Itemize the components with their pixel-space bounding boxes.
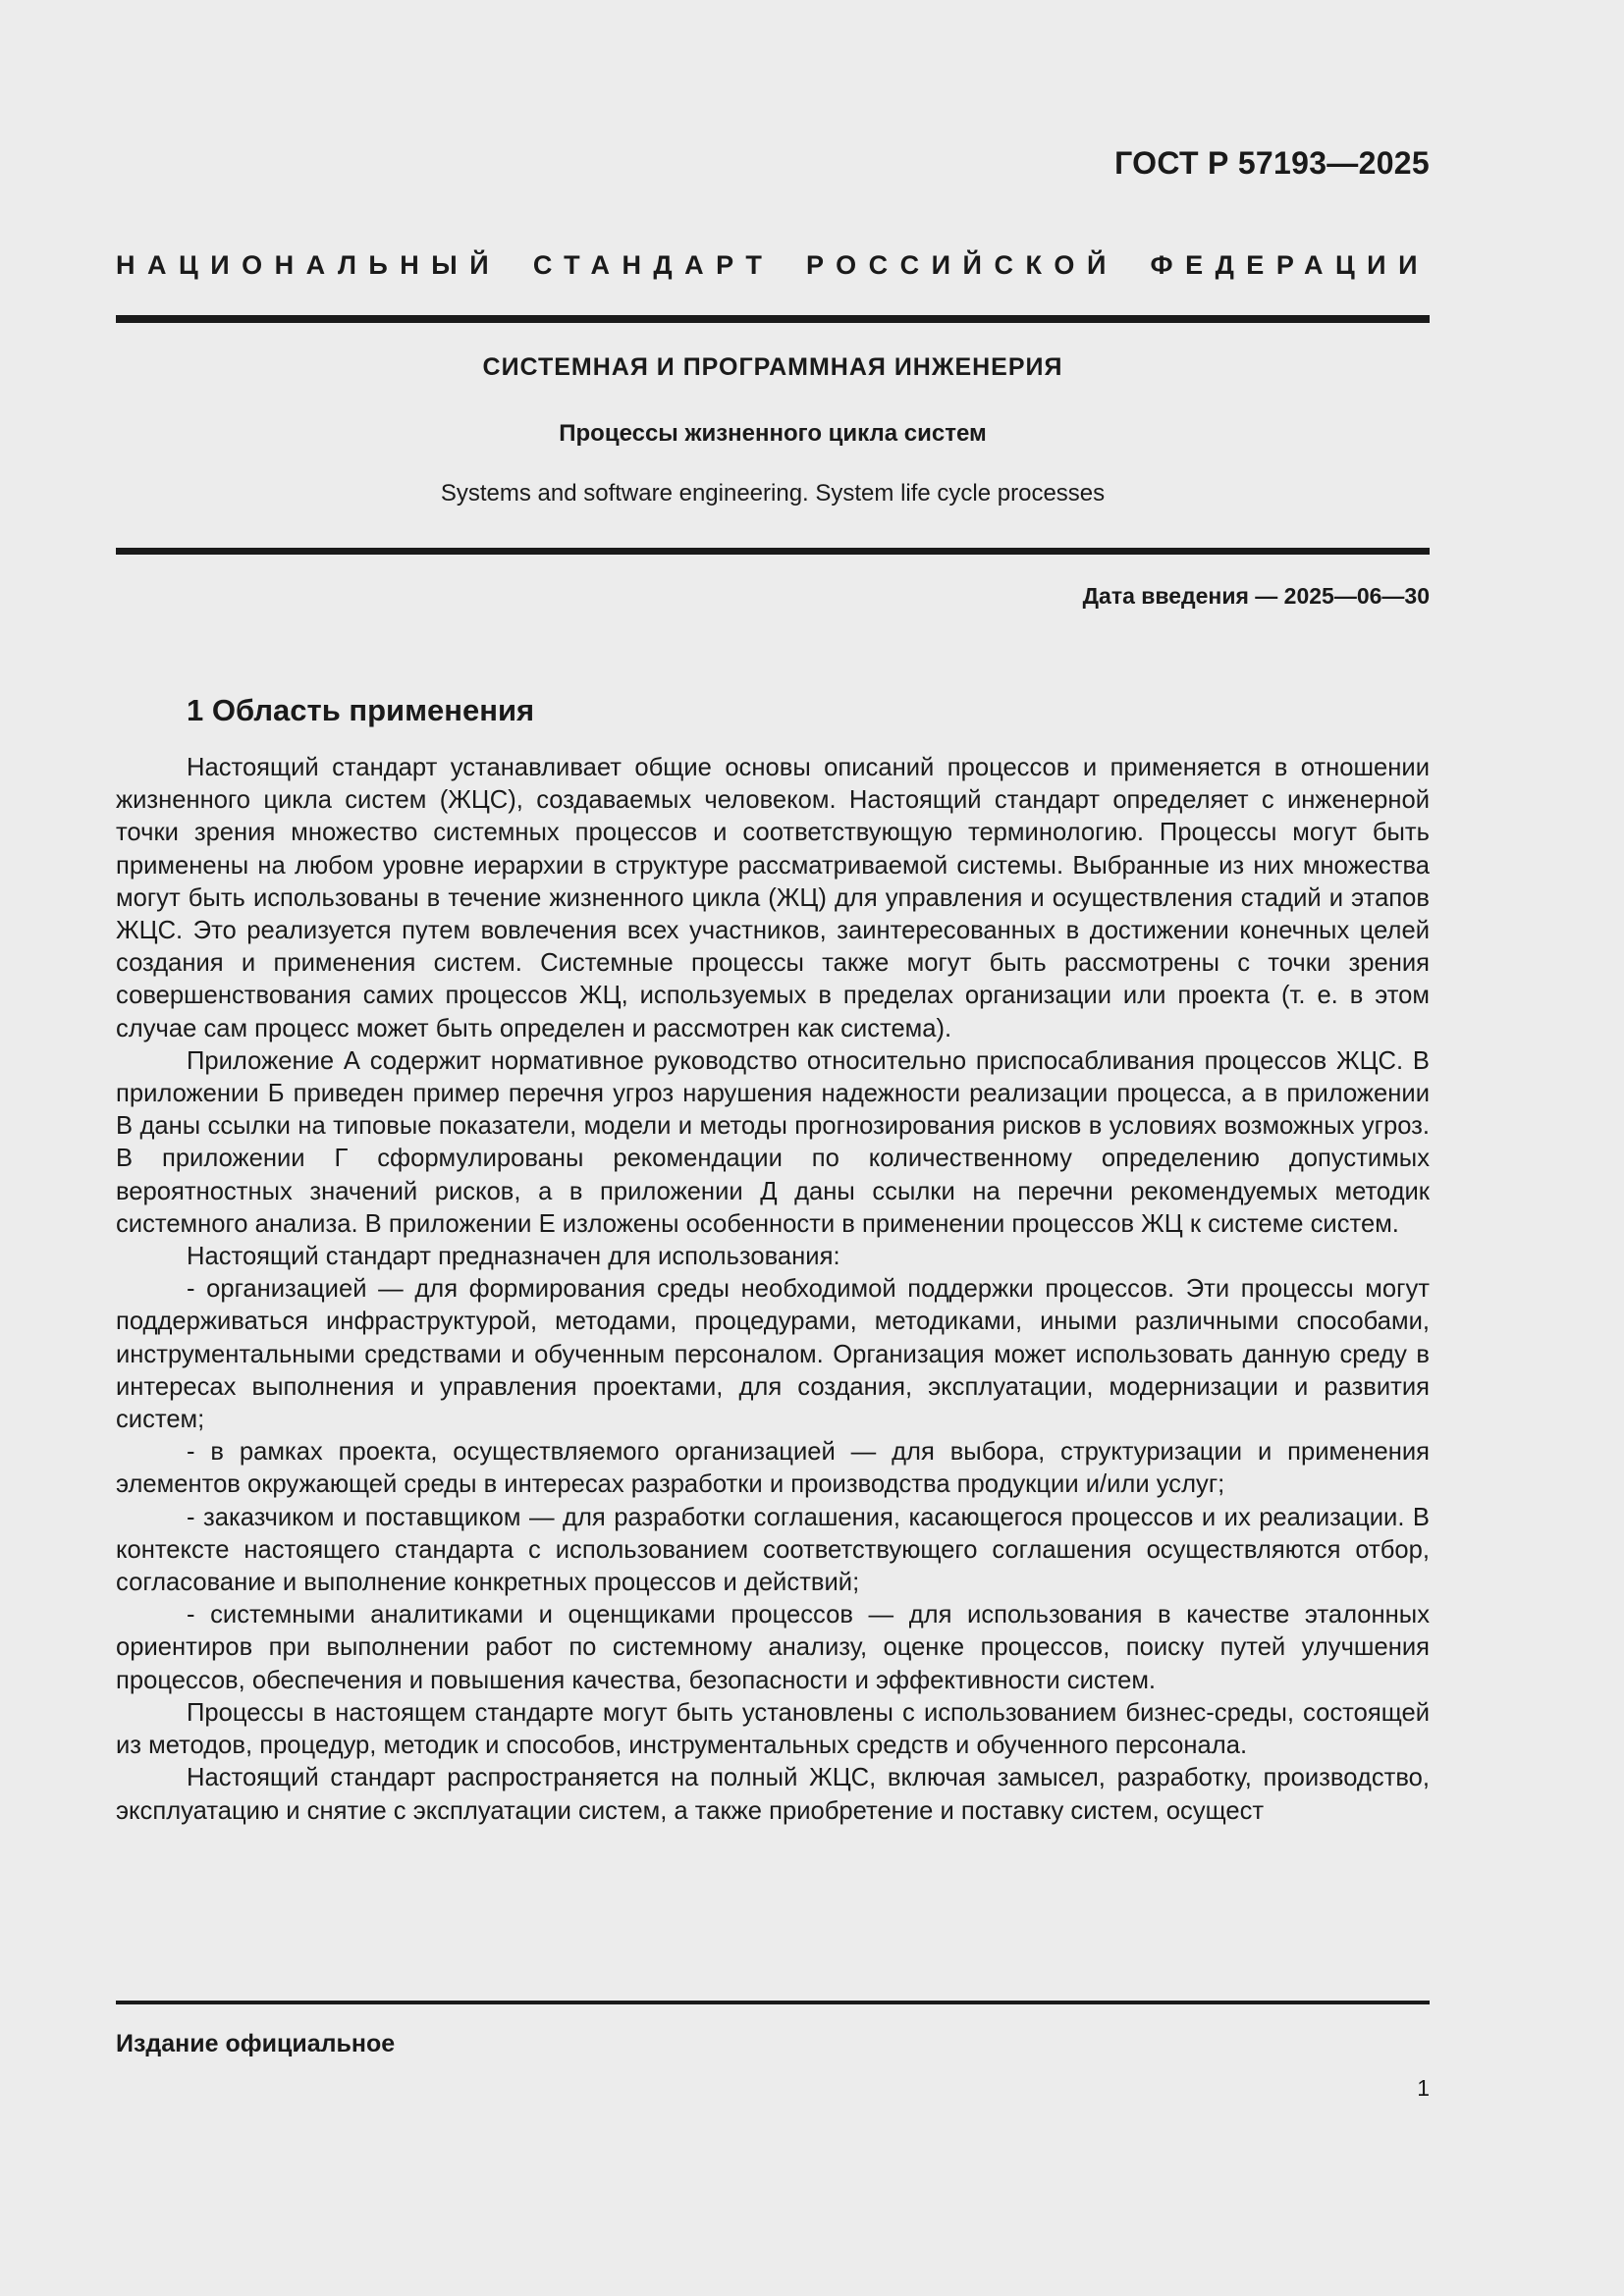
paragraph: Настоящий стандарт устанавливает общие основы описаний процессов и применяется в отношении жизненного цикла систем (ЖЦС), создаваемых человеком. Настоящий стандарт определяет с инженерной точки зрения множество системных процессов и соответствующую терминологию. Процессы могут быть применены на любом уровне иерархии в структуре рассматриваемой системы. Выбранные из них множества могут быть использованы в течение жизненного цикла (ЖЦ) для управления и осуществления стадий и этапов ЖЦС. Это реализуется путем вовлечения всех участников, заинтересованных в достижении конечных целей создания и применения систем. Системные процессы также могут быть рассмотрены с точки зрения совершенствования самих процессов ЖЦ, используемых в пределах организации или проекта (т. е. в этом случае сам процесс может быть определен и рассмотрен как система). (116, 754, 1430, 1042)
standard-number: ГОСТ Р 57193—2025 (1114, 145, 1430, 181)
document-title: СИСТЕМНАЯ И ПРОГРАММНАЯ ИНЖЕНЕРИЯ (482, 353, 1063, 381)
top-divider (116, 315, 1430, 323)
footer-divider (116, 2001, 1430, 2004)
list-item: - в рамках проекта, осуществляемого организацией — для выбора, структуризации и применения элементов окружающей среды в интересах разработки и производства продукции и/или услуг; (116, 1438, 1430, 1499)
official-edition-label: Издание официальное (116, 2030, 396, 2057)
paragraph: Настоящий стандарт распространяется на полный ЖЦС, включая замысел, разработку, производство, эксплуатацию и снятие с эксплуатации систем, а также приобретение и поставку систем, осущест (116, 1764, 1430, 1825)
english-title: Systems and software engineering. System life cycle processes (440, 480, 1106, 507)
section-heading: 1 Область применения (187, 693, 535, 727)
page-number: 1 (1417, 2075, 1430, 2101)
list-item: - организацией — для формирования среды необходимой поддержки процессов. Эти процессы могут поддерживаться инфраструктурой, методами, процедурами, методиками, иными различными способами, инструментальными средствами и обученным персоналом. Организация может использовать данную среду в интересах выполнения и управления проектами, для создания, эксплуатации, модернизации и развития систем; (116, 1275, 1430, 1434)
section-body (116, 752, 1430, 1828)
list-item: - заказчиком и поставщиком — для разработки соглашения, касающегося процессов и их реализации. В контексте настоящего стандарта с использованием соответствующего соглашения осуществляются отбор, согласование и выполнение конкретных процессов и действий; (116, 1503, 1430, 1597)
national-standard-banner: НАЦИОНАЛЬНЫЙ СТАНДАРТ РОССИЙСКОЙ ФЕДЕРАЦИИ (116, 250, 1430, 280)
paragraph: Процессы в настоящем стандарте могут быть установлены с использованием бизнес-среды, состоящей из методов, процедур, методик и способов, инструментальных средств и обученного персонала. (116, 1698, 1430, 1760)
list-item: - системными аналитиками и оценщиками процессов — для использования в качестве эталонных ориентиров при выполнении работ по системному анализу, оценке процессов, поиску путей улучшения процессов, обеспечения и повышения качества, безопасности и эффективности систем. (116, 1601, 1430, 1694)
paragraph: Приложение А содержит нормативное руководство относительно приспосабливания процессов ЖЦС. В приложении Б приведен пример перечня угроз нарушения надежности реализации процесса, а в приложении В даны ссылки на типовые показатели, модели и методы прогнозирования рисков в условиях возможных угроз. В приложении Г сформулированы рекомендации по количественному определению допустимых вероятностных значений рисков, а в приложении Д даны ссылки на перечни рекомендуемых методик системного анализа. В приложении Е изложены особенности в применении процессов ЖЦ к системе систем. (116, 1046, 1430, 1238)
paragraph: Настоящий стандарт предназначен для использования: (187, 1243, 840, 1271)
document-subtitle: Процессы жизненного цикла систем (559, 420, 987, 447)
introduction-date: Дата введения — 2025—06—30 (1082, 583, 1430, 609)
title-divider (116, 548, 1430, 555)
